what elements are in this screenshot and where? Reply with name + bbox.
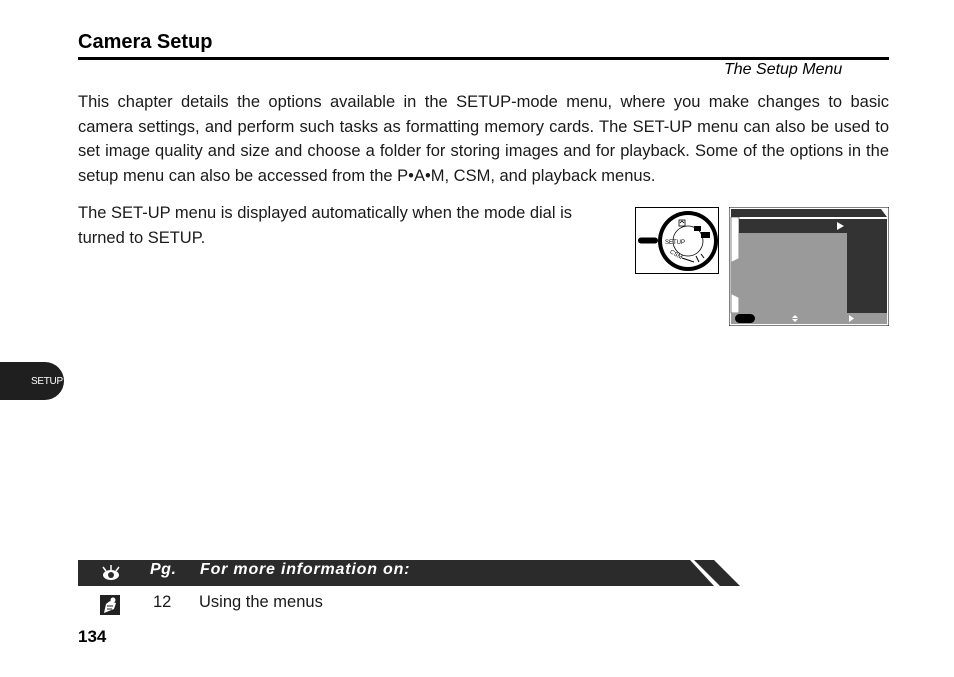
chapter-tab-label: SETUP — [31, 375, 63, 387]
info-heading: For more information on: — [200, 561, 411, 578]
chapter-tab-setup — [0, 362, 64, 400]
dial-label-setup: SETUP — [665, 240, 686, 246]
memo-icon — [99, 594, 121, 616]
mode-dial-icon — [636, 208, 718, 273]
section-subtitle: The Setup Menu — [724, 61, 843, 78]
mode-dial-illustration — [635, 207, 719, 274]
page-number: 134 — [78, 627, 107, 646]
info-pg-label: Pg. — [150, 561, 177, 578]
dial-label-csm: CSM — [668, 249, 684, 262]
setup-paragraph: The SET-UP menu is displayed automatically when the mode dial is turned to SETUP. — [78, 204, 573, 247]
reference-topic: Using the menus — [199, 593, 323, 611]
page-title: Camera Setup — [78, 31, 213, 53]
intro-paragraph: This chapter details the options available in the SETUP-mode menu, where you make changes to basic camera settings, and perform such tasks as formatting memory cards. The SET-UP menu can also be used to set image quality and size and choose a folder for storing images and for playback. Some of the options in the setup menu can also be accessed from the P•A•M, CSM, and playback menus. — [78, 93, 889, 185]
lcd-screen-icon — [729, 207, 889, 326]
eye-icon — [99, 564, 123, 582]
title-rule — [78, 57, 889, 60]
reference-page: 12 — [153, 593, 172, 611]
lcd-menu-illustration — [729, 207, 889, 326]
